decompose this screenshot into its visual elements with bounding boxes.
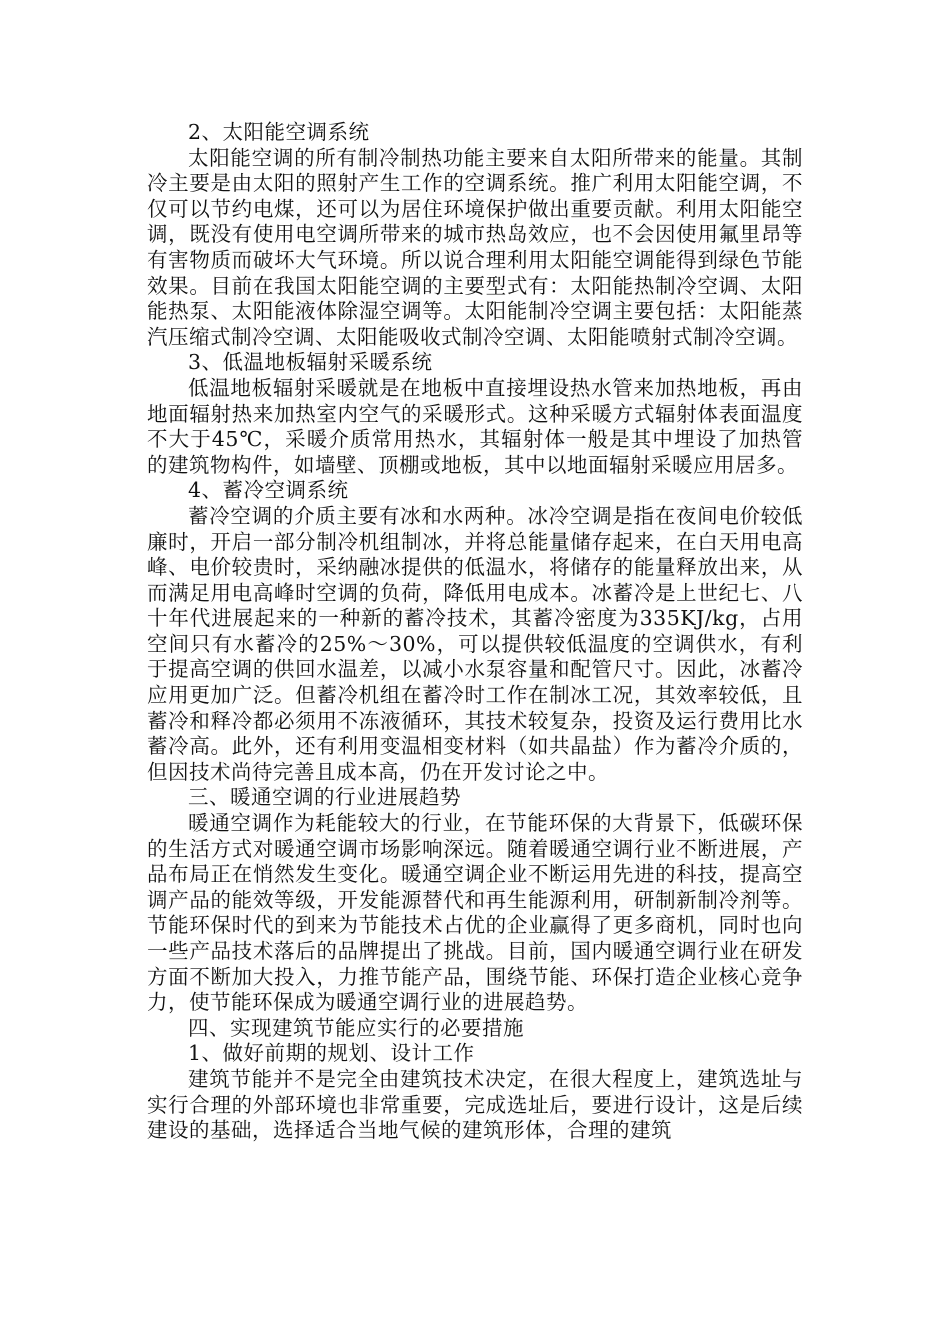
paragraph-solar-ac: 太阳能空调的所有制冷制热功能主要来自太阳所带来的能量。其制冷主要是由太阳的照射产生工作的空调系统。推广利用太阳能空调，不仅可以节约电煤，还可以为居住环境保护做出重要贡献。利用太阳能空调，既没有使用电空调所带来的城市热岛效应，也不会因使用氟里昂等有害物质而破坏大气环境。所以说合理利用太阳能空调能得到绿色节能效果。目前在我国太阳能空调的主要型式有：太阳能热制冷空调、太阳能热泵、太阳能液体除湿空调等。太阳能制冷空调主要包括：太阳能蒸汽压缩式制冷空调、太阳能吸收式制冷空调、太阳能喷射式制冷空调。 bbox=[147, 145, 803, 349]
heading-industry-trend: 三、暖通空调的行业进展趋势 bbox=[188, 785, 461, 810]
heading-energy-measures: 四、实现建筑节能应实行的必要措施 bbox=[188, 1015, 524, 1040]
heading-floor-heating: 3、低温地板辐射采暖系统 bbox=[188, 350, 433, 375]
paragraph-planning-design: 建筑节能并不是完全由建筑技术决定，在很大程度上，建筑选址与实行合理的外部环境也非常重要，完成选址后，要进行设计，这是后续建设的基础，选择适合当地气候的建筑形体，合理的建筑 bbox=[147, 1066, 803, 1143]
heading-cold-storage: 4、蓄冷空调系统 bbox=[188, 478, 349, 503]
paragraph-cold-storage: 蓄冷空调的介质主要有冰和水两种。冰冷空调是指在夜间电价较低廉时，开启一部分制冷机组制冰，并将总能量储存起来，在白天用电高峰、电价较贵时，采纳融冰提供的低温水，将储存的能量释放出来，从而满足用电高峰时空调的负荷，降低用电成本。冰蓄冷是上世纪七、八十年代进展起来的一种新的蓄冷技术，其蓄冷密度为335KJ/kg，占用空间只有水蓄冷的25%～30%，可以提供较低温度的空调供水，有利于提高空调的供回水温差，以减小水泵容量和配管尺寸。因此，冰蓄冷应用更加广泛。但蓄冷机组在蓄冷时工作在制冰工况，其效率较低，且蓄冷和释冷都必须用不冻液循环，其技术较复杂，投资及运行费用比水蓄冷高。此外，还有利用变温相变材料（如共晶盐）作为蓄冷介质的，但因技术尚待完善且成本高，仍在开发讨论之中。 bbox=[147, 503, 803, 784]
heading-solar-ac: 2、太阳能空调系统 bbox=[188, 120, 370, 144]
heading-planning-design: 1、做好前期的规划、设计工作 bbox=[188, 1041, 475, 1066]
document-page bbox=[147, 120, 803, 1144]
paragraph-industry-trend: 暖通空调作为耗能较大的行业，在节能环保的大背景下，低碳环保的生活方式对暖通空调市场影响深远。随着暖通空调行业不断进展，产品布局正在悄然发生变化。暖通空调企业不断运用先进的科技，提高空调产品的能效等级，开发能源替代和再生能源利用，研制新制冷剂等。节能环保时代的到来为节能技术占优的企业赢得了更多商机，同时也向一些产品技术落后的品牌提出了挑战。目前，国内暖通空调行业在研发方面不断加大投入，力推节能产品，围绕节能、环保打造企业核心竞争力，使节能环保成为暖通空调行业的进展趋势。 bbox=[147, 811, 803, 1015]
paragraph-floor-heating: 低温地板辐射采暖就是在地板中直接埋设热水管来加热地板，再由地面辐射热来加热室内空气的采暖形式。这种采暖方式辐射体表面温度不大于45℃，采暖介质常用热水，其辐射体一般是其中埋设了加热管的建筑物构件，如墙壁、顶棚或地板，其中以地面辐射采暖应用居多。 bbox=[147, 375, 803, 477]
